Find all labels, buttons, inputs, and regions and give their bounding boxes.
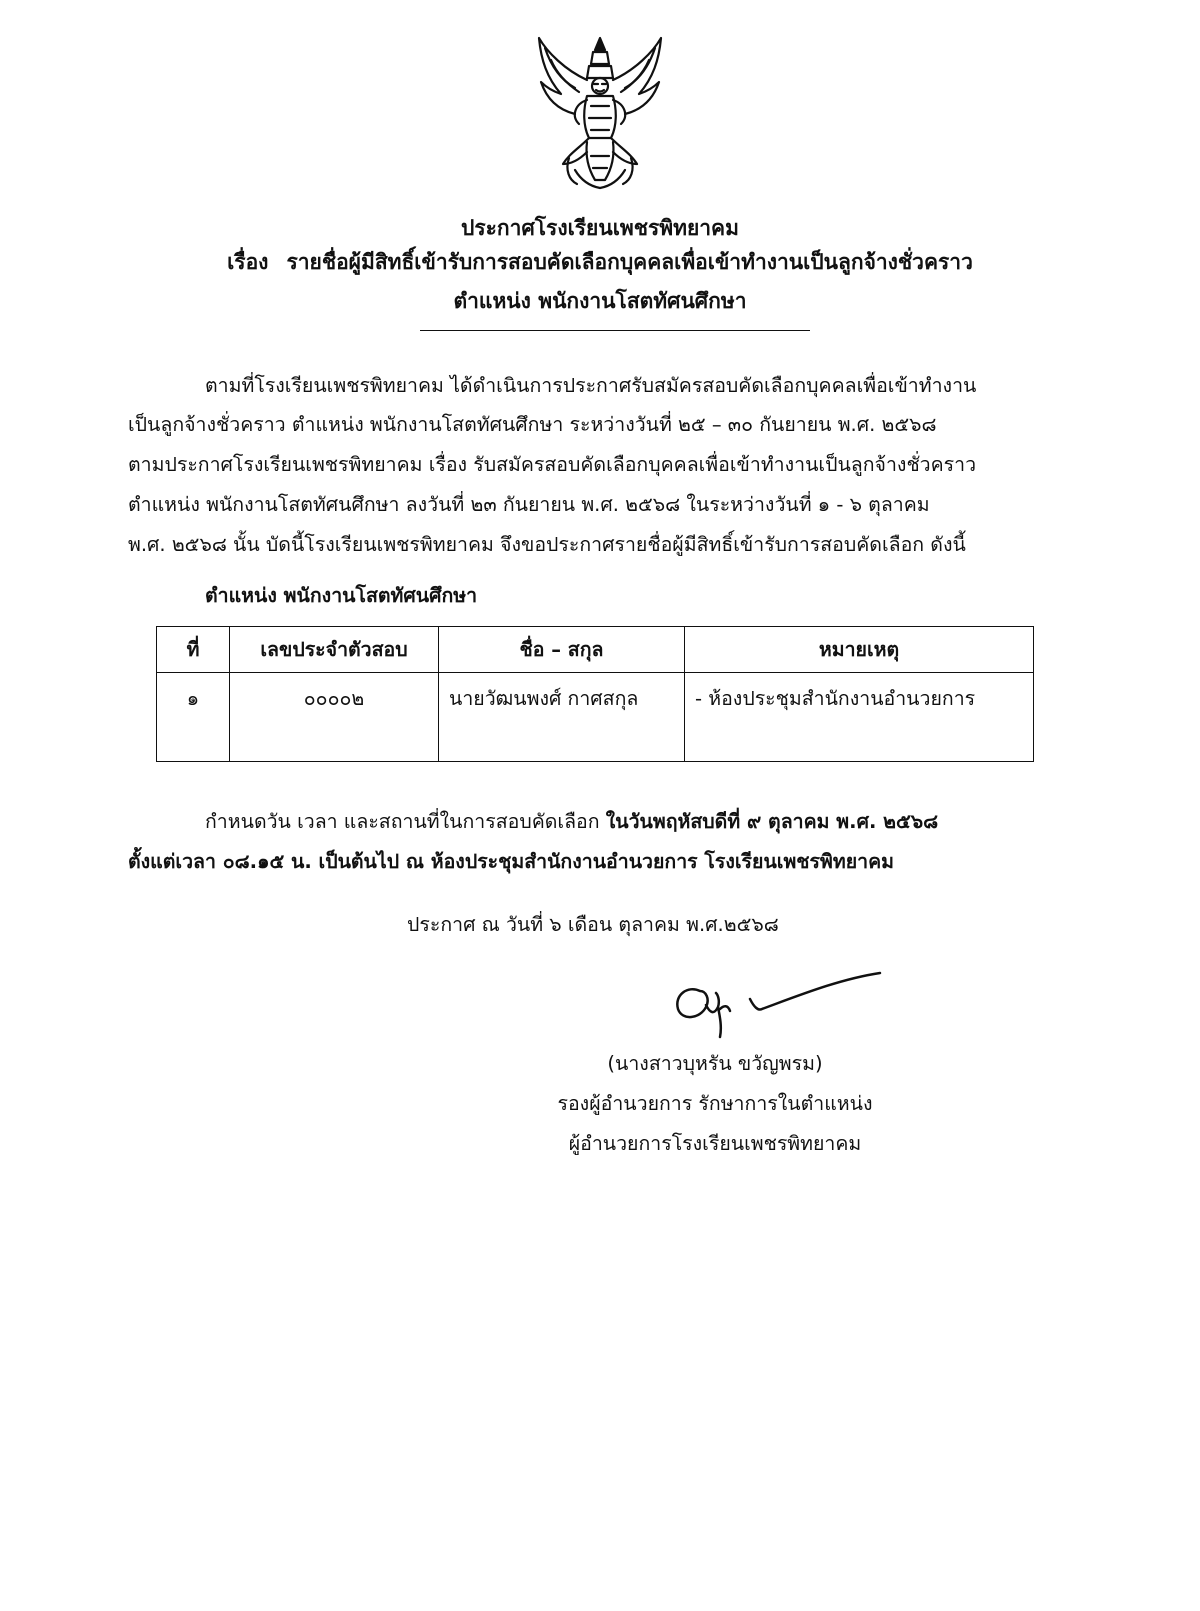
announcement-subject [0,246,1200,279]
cell-remark: - ห้องประชุมสำนักงานอำนวยการ [685,673,1034,762]
header-exam-id: เลขประจำตัวสอบ [230,627,439,673]
cell-name: นายวัฒนพงศ์ กาศสกุล [439,673,685,762]
paragraph-line: ตามที่โรงเรียนเพชรพิทยาคม ได้ดำเนินการประกาศรับสมัครสอบคัดเลือกบุคคลเพื่อเข้าทำงาน [205,374,977,397]
schedule-line-2: ตั้งแต่เวลา ๐๘.๑๕ น. เป็นต้นไป ณ ห้องประชุมสำนักงานอำนวยการ โรงเรียนเพชรพิทยาคม [128,850,894,873]
paragraph-line: เป็นลูกจ้างชั่วคราว ตำแหน่ง พนักงานโสตทัศนศึกษา ระหว่างวันที่ ๒๕ – ๓๐ กันยายน พ.ศ. ๒๕๖๘ [128,413,937,436]
cell-no: ๑ [157,673,230,762]
header-divider [420,330,810,331]
signatory-org: ผู้อำนวยการโรงเรียนเพชรพิทยาคม [568,1132,862,1155]
paragraph-line: ตามประกาศโรงเรียนเพชรพิทยาคม เรื่อง รับสมัครสอบคัดเลือกบุคคลเพื่อเข้าทำงานเป็นลูกจ้างชั่วคราว [128,453,977,476]
announce-date: ประกาศ ณ วันที่ ๖ เดือน ตุลาคม พ.ศ.๒๕๖๘ [407,913,779,936]
paragraph-line: ตำแหน่ง พนักงานโสตทัศนศึกษา ลงวันที่ ๒๓ กันยายน พ.ศ. ๒๕๖๘ ในระหว่างวันที่ ๑ - ๖ ตุลาคม [128,493,930,516]
header-no: ที่ [157,627,230,673]
schedule-text: กำหนดวัน เวลา และสถานที่ในการสอบคัดเลือก [205,810,606,833]
signatory-title: รองผู้อำนวยการ รักษาการในตำแหน่ง [557,1092,873,1115]
header-remark: หมายเหตุ [685,627,1034,673]
header-name: ชื่อ – สกุล [439,627,685,673]
schedule-date: ในวันพฤหัสบดีที่ ๙ ตุลาคม พ.ศ. ๒๕๖๘ [605,810,939,833]
subject-text: รายชื่อผู้มีสิทธิ์เข้ารับการสอบคัดเลือกบุคคลเพื่อเข้าทำงานเป็นลูกจ้างชั่วคราว [286,250,973,274]
position-label: ตำแหน่ง พนักงานโสตทัศนศึกษา [205,584,478,607]
table-header-row [157,627,1034,673]
signatory-name: (นางสาวบุหรัน ขวัญพรม) [607,1052,823,1075]
signature-icon [670,965,900,1045]
announcement-title: ประกาศโรงเรียนเพชรพิทยาคม [461,216,739,240]
table-row [157,673,1034,762]
cell-exam-id: ๐๐๐๐๒ [230,673,439,762]
garuda-emblem-icon [525,30,675,190]
paragraph-line: พ.ศ. ๒๕๖๘ นั้น บัดนี้โรงเรียนเพชรพิทยาคม จึงขอประกาศรายชื่อผู้มีสิทธิ์เข้ารับการสอบคัดเลือก ดังนี้ [128,533,966,556]
schedule-line-1 [205,806,1135,837]
announcement-position: ตำแหน่ง พนักงานโสตทัศนศึกษา [453,289,747,313]
subject-label: เรื่อง [227,250,269,274]
candidates-table [156,626,1034,762]
